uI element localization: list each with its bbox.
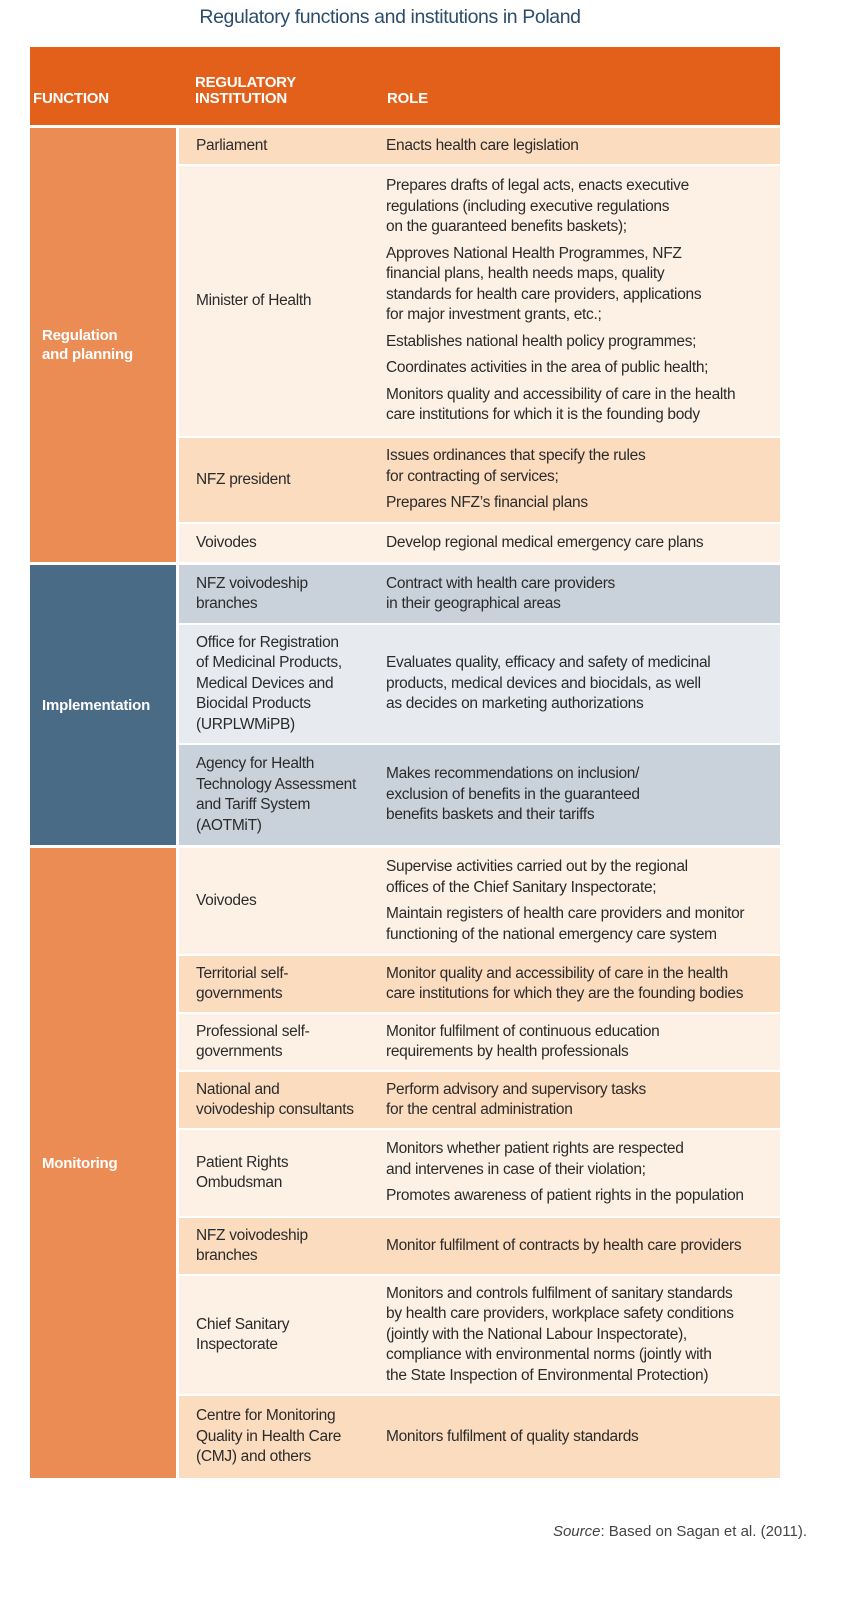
role-cell <box>369 136 780 157</box>
role-paragraph: Develop regional medical emergency care plans <box>386 533 704 551</box>
table-row <box>179 128 780 166</box>
institution-rows <box>176 848 780 1478</box>
header-function: FUNCTION <box>33 90 109 107</box>
table-row <box>179 956 780 1014</box>
header-role: ROLE <box>387 90 428 107</box>
function-label: Monitoring <box>42 1154 118 1172</box>
institution-cell: NFZ voivodeship branches <box>196 574 308 612</box>
institution-cell: Parliament <box>196 136 268 154</box>
role-cell <box>369 653 780 715</box>
table-row <box>179 1276 780 1396</box>
role-paragraph: Monitor fulfilment of continuous education requirements by health professionals <box>386 1022 660 1060</box>
table-row <box>179 1396 780 1478</box>
table-row <box>179 848 780 956</box>
role-cell <box>369 764 780 826</box>
institution-cell: Office for Registration of Medicinal Products, Medical Devices and Biocidal Products (URPLWMiPB) <box>196 633 342 733</box>
role-paragraph: Promotes awareness of patient rights in the population <box>386 1187 744 1205</box>
institution-cell: Voivodes <box>196 891 257 909</box>
role-cell <box>369 533 780 554</box>
role-cell <box>369 446 780 514</box>
page-title: Regulatory functions and institutions in Poland <box>199 6 581 28</box>
role-cell <box>369 1284 780 1387</box>
role-paragraph: Monitor fulfilment of contracts by health care providers <box>386 1236 742 1254</box>
role-paragraph: Prepares NFZ’s financial plans <box>386 494 588 512</box>
institution-cell: National and voivodeship consultants <box>196 1080 354 1118</box>
function-cell <box>30 565 176 845</box>
role-paragraph: Monitors and controls fulfilment of sanitary standards by health care providers, workplace safety conditions (jointly with the National Labour Inspectorate), compliance with environmental norms (jointly with the State Inspection of Environmental Protection) <box>386 1284 734 1384</box>
institution-cell: NFZ voivodeship branches <box>196 1226 308 1264</box>
institution-cell: Minister of Health <box>196 291 312 309</box>
institution-cell: Voivodes <box>196 533 257 551</box>
table-row <box>179 438 780 524</box>
role-cell <box>369 1022 780 1063</box>
institution-cell: Territorial self- governments <box>196 964 289 1002</box>
source-note <box>553 1523 807 1540</box>
institution-cell: Chief Sanitary Inspectorate <box>196 1315 290 1353</box>
role-cell <box>369 574 780 615</box>
institution-cell: Professional self- governments <box>196 1022 310 1060</box>
source-text: : Based on Sagan et al. (2011). <box>600 1523 807 1540</box>
role-cell <box>369 1236 780 1257</box>
role-paragraph: Prepares drafts of legal acts, enacts executive regulations (including executive regulations on the guaranteed benefits baskets); <box>386 177 689 236</box>
regulatory-table <box>30 47 780 1478</box>
table-row <box>179 565 780 625</box>
role-cell <box>369 1139 780 1207</box>
role-paragraph: Makes recommendations on inclusion/ exclusion of benefits in the guaranteed benefits baskets and their tariffs <box>386 765 640 824</box>
role-paragraph: Monitor quality and accessibility of care in the health care institutions for which they are the founding bodies <box>386 964 744 1002</box>
function-group <box>30 848 780 1478</box>
function-cell <box>30 128 176 562</box>
source-label: Source <box>552 1523 601 1540</box>
institution-rows <box>176 128 780 562</box>
table-row <box>179 1072 780 1130</box>
role-paragraph: Issues ordinances that specify the rules for contracting of services; <box>386 447 646 485</box>
role-cell <box>369 1427 780 1448</box>
role-paragraph: Establishes national health policy programmes; <box>386 332 697 350</box>
header-institution: REGULATORY INSTITUTION <box>195 74 297 107</box>
function-label: Regulation and planning <box>42 327 133 363</box>
role-paragraph: Monitors whether patient rights are respected and intervenes in case of their violation; <box>386 1140 684 1178</box>
institution-cell: Centre for Monitoring Quality in Health Care (CMJ) and others <box>196 1407 342 1466</box>
institution-cell: NFZ president <box>196 470 291 488</box>
role-cell <box>369 857 780 945</box>
table-row <box>179 1130 780 1218</box>
institution-cell: Agency for Health Technology Assessment and Tariff System (AOTMiT) <box>196 755 356 834</box>
role-paragraph: Perform advisory and supervisory tasks for the central administration <box>386 1080 646 1118</box>
institution-cell: Patient Rights Ombudsman <box>196 1153 289 1191</box>
role-cell <box>369 1080 780 1121</box>
role-paragraph: Coordinates activities in the area of public health; <box>386 359 709 377</box>
table-row <box>179 166 780 438</box>
table-row <box>179 1014 780 1072</box>
role-paragraph: Supervise activities carried out by the regional offices of the Chief Sanitary Inspectorate; <box>386 858 688 896</box>
table-body <box>30 128 780 1478</box>
role-paragraph: Monitors fulfilment of quality standards <box>386 1427 639 1445</box>
role-cell <box>369 176 780 426</box>
table-header <box>30 47 780 125</box>
table-row <box>179 1218 780 1276</box>
function-cell <box>30 848 176 1478</box>
table-row <box>179 524 780 562</box>
role-paragraph: Approves National Health Programmes, NFZ financial plans, health needs maps, quality standards for health care providers, applications for major investment grants, etc.; <box>386 244 702 324</box>
role-paragraph: Maintain registers of health care providers and monitor functioning of the national emergency care system <box>386 905 745 943</box>
function-group <box>30 128 780 562</box>
function-group <box>30 565 780 845</box>
role-cell <box>369 964 780 1005</box>
table-row <box>179 625 780 745</box>
role-paragraph: Evaluates quality, efficacy and safety of medicinal products, medical devices and biocidals, as well as decides on marketing authorizations <box>386 654 711 713</box>
role-paragraph: Enacts health care legislation <box>386 136 579 154</box>
table-row <box>179 745 780 845</box>
function-label: Implementation <box>42 696 151 714</box>
role-paragraph: Monitors quality and accessibility of care in the health care institutions for which it is the founding body <box>386 385 736 424</box>
role-paragraph: Contract with health care providers in their geographical areas <box>386 574 616 612</box>
institution-rows <box>176 565 780 845</box>
